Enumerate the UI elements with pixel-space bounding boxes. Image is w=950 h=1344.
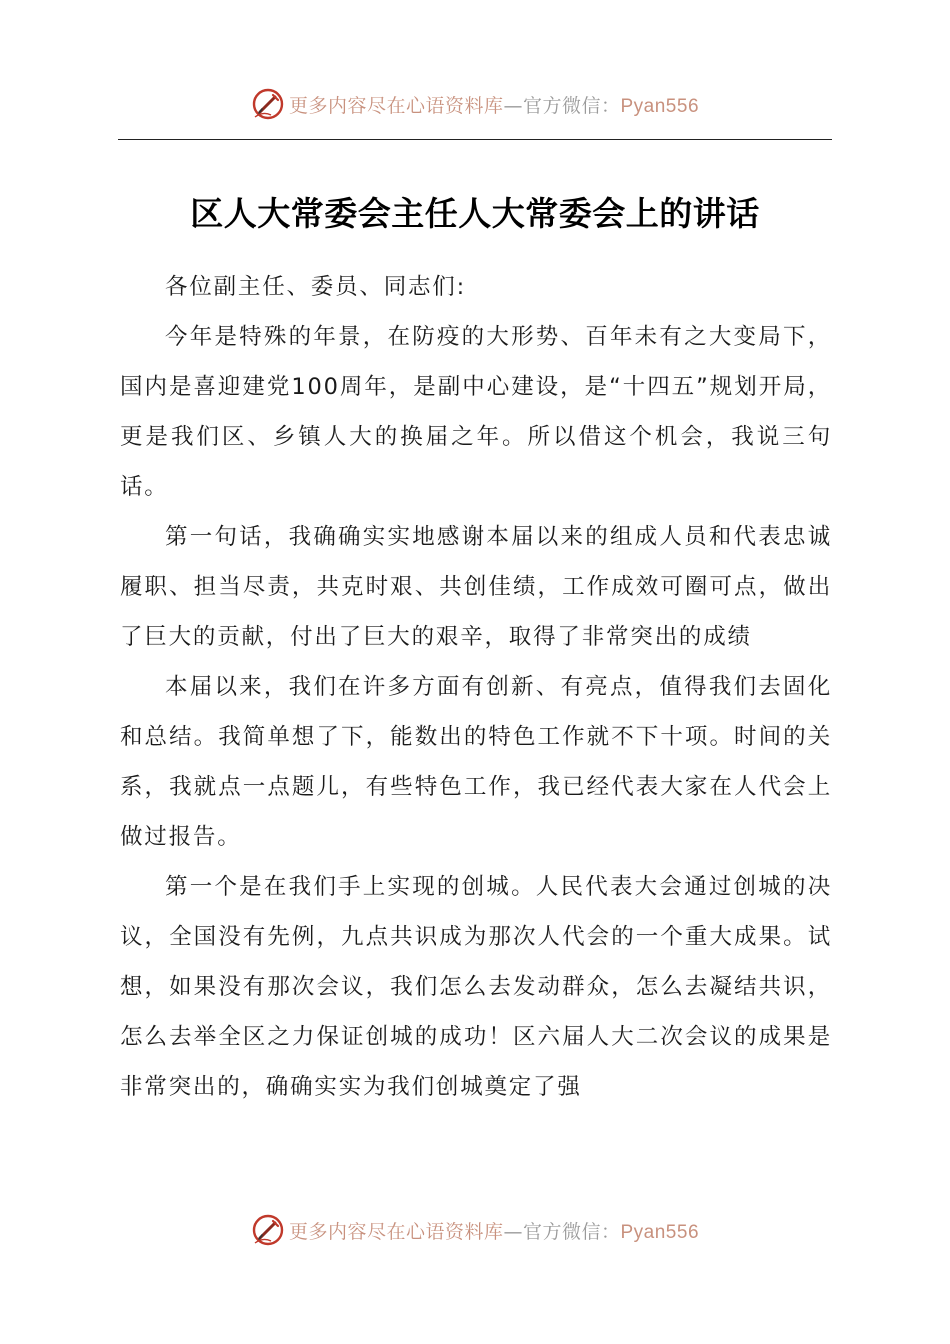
banner-dash: — bbox=[503, 94, 523, 117]
paragraph-4: 第一个是在我们手上实现的创城。人民代表大会通过创城的决议，全国没有先例，九点共识成为那次人代会的一个重大成果。试想，如果没有那次会议，我们怎么去发动群众，怎么去凝结共识，怎么去举全区之力保证创城的成功！区六届人大二次会议的成果是非常突出的，确确实实为我们创城奠定了强 bbox=[120, 874, 832, 1100]
header-divider bbox=[118, 139, 832, 140]
banner-wechat-label: 官方微信： bbox=[522, 94, 621, 117]
document-title: 区人大常委会主任人大常委会上的讲话 bbox=[190, 194, 760, 233]
document-body bbox=[120, 262, 832, 1112]
paragraph-1: 今年是特殊的年景，在防疫的大形势、百年未有之大变局下，国内是喜迎建党100周年，是副中心建设，是“十四五”规划开局，更是我们区、乡镇人大的换届之年。所以借这个机会，我说三句话。 bbox=[120, 324, 832, 500]
pen-logo-icon bbox=[251, 1213, 285, 1247]
paragraph-2: 第一句话，我确确实实地感谢本届以来的组成人员和代表忠诚履职、担当尽责，共克时艰、共创佳绩，工作成效可圈可点，做出了巨大的贡献，付出了巨大的艰辛，取得了非常突出的成绩 bbox=[120, 524, 832, 650]
paragraph-3: 本届以来，我们在许多方面有创新、有亮点，值得我们去固化和总结。我简单想了下，能数出的特色工作就不下十项。时间的关系，我就点一点题儿，有些特色工作，我已经代表大家在人代会上做过报告。 bbox=[120, 674, 832, 850]
banner-text bbox=[289, 91, 699, 118]
banner-wechat-label: 官方微信： bbox=[522, 1220, 621, 1243]
banner-dash: — bbox=[503, 1220, 523, 1243]
banner-text bbox=[289, 1217, 699, 1244]
paragraph-salutation: 各位副主任、委员、同志们: bbox=[165, 274, 466, 300]
footer-banner bbox=[0, 1210, 950, 1250]
header-banner bbox=[0, 84, 950, 124]
banner-site-name: 更多内容尽在心语资料库 bbox=[288, 1220, 504, 1243]
banner-wechat-id: Pyan556 bbox=[620, 1221, 700, 1243]
banner-wechat-id: Pyan556 bbox=[620, 95, 700, 117]
banner-site-name: 更多内容尽在心语资料库 bbox=[288, 94, 504, 117]
pen-logo-icon bbox=[251, 87, 285, 121]
